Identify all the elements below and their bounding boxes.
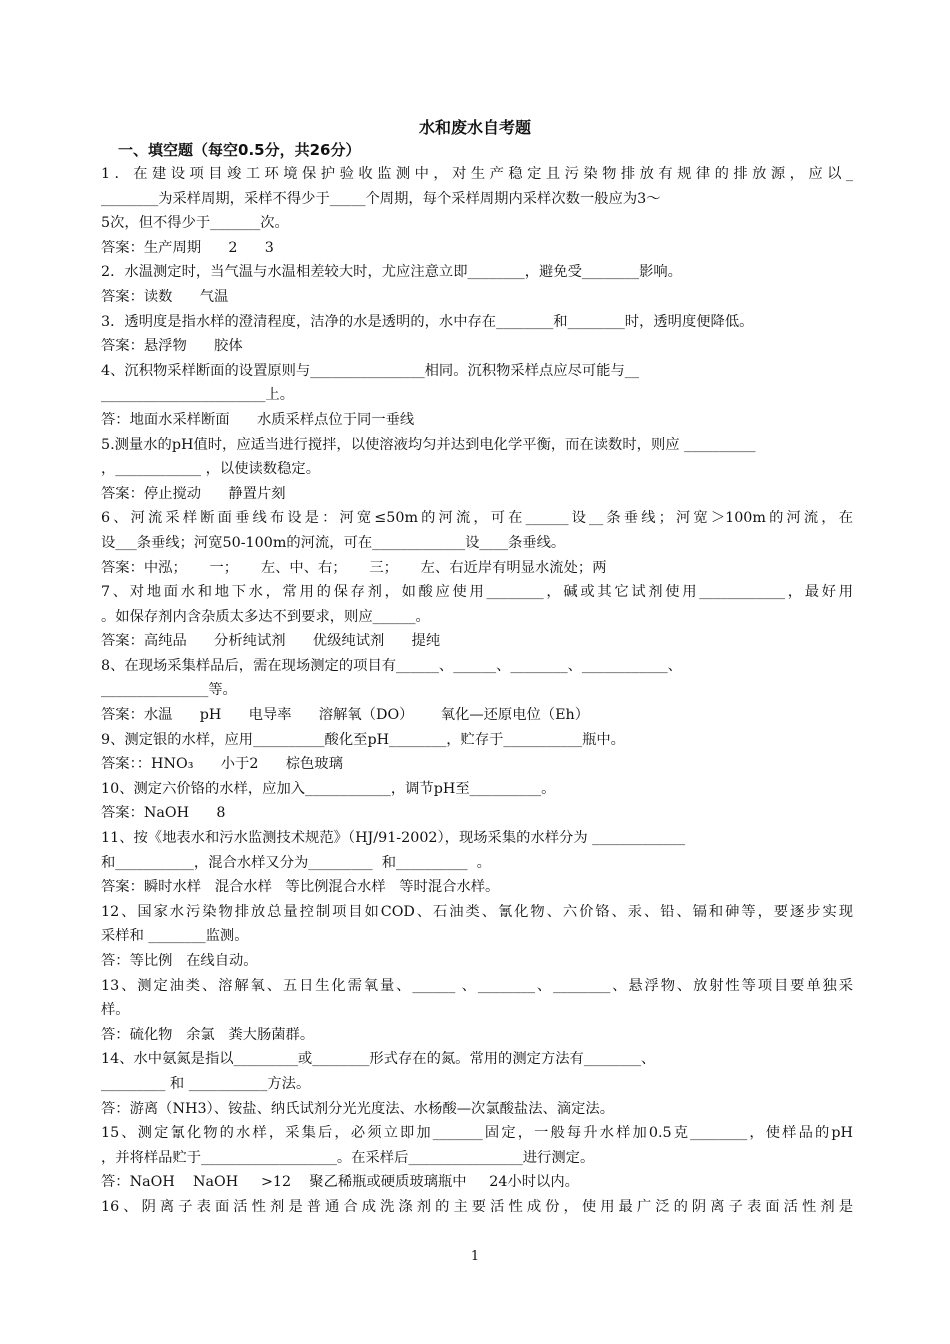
text-line: [101, 260, 853, 285]
line-text: 14、水中氨氮是指以_________或________形式存在的氮。常用的测定方法有________、: [101, 1051, 656, 1068]
page-title: 水和废水自考题: [418, 118, 531, 137]
text-line: [101, 1023, 853, 1048]
line-text: 采样和 ________监测。: [101, 928, 249, 945]
text-line: [101, 1195, 853, 1220]
text-line: [101, 1146, 853, 1171]
line-text: ，并将样品贮于___________________。在采样后________________进行测定。: [101, 1149, 595, 1166]
line-text: 设___条垂线；河宽50-100m的河流，可在_____________设____条垂线。: [101, 534, 566, 551]
text-line: [101, 556, 853, 581]
line-text: 12、国家水污染物排放总量控制项目如COD、石油类、氰化物、六价铬、汞、铅、镉和砷等，要逐步实现: [101, 903, 853, 920]
text-line: [101, 924, 853, 949]
line-text: 7、对地面水和地下水，常用的保存剂，如酸应使用________，碱或其它试剂使用____________，最好用: [101, 584, 853, 601]
line-text: ，____________ ，以使读数稳定。: [101, 461, 320, 478]
text-line: [101, 777, 853, 802]
text-line: [101, 162, 853, 187]
line-text: _______________等。: [101, 682, 237, 699]
line-text: 5.测量水的pH值时，应适当进行搅拌，以使溶液均匀并达到电化学平衡，而在读数时，则应 __________: [101, 436, 756, 453]
text-line: [101, 187, 853, 212]
line-text: 答：游离（NH3）、铵盐、纳氏试剂分光光度法、水杨酸—次氯酸盐法、滴定法。: [101, 1100, 615, 1117]
text-line: [101, 531, 853, 556]
line-text: ________为采样周期，采样不得少于_____个周期，每个采样周期内采样次数一般应为3～: [101, 190, 661, 207]
text-line: [101, 457, 853, 482]
text-line: [101, 1170, 853, 1195]
text-line: [101, 900, 853, 925]
line-text: 答案：悬浮物 胶体: [101, 338, 243, 355]
text-line: [101, 949, 853, 974]
line-text: 样。: [101, 1002, 130, 1019]
text-line: [101, 752, 853, 777]
line-text: 和___________，混合水样又分为_________ 和__________ 。: [101, 854, 491, 871]
line-text: 6、河流采样断面垂线布设是：河宽≤50m的河流，可在______设__条垂线；河宽＞100m的河流，在: [101, 510, 853, 527]
line-text: 答案：高纯品 分析纯试剂 优级纯试剂 提纯: [101, 633, 441, 650]
text-line: [101, 310, 853, 335]
line-text: _______________________上。: [101, 387, 295, 404]
line-text: 15、测定氰化物的水样，采集后，必须立即加_______固定，一般每升水样加0.5克________，使样品的pH: [101, 1125, 853, 1142]
text-line: [101, 285, 853, 310]
text-line: [101, 1121, 853, 1146]
text-line: [101, 334, 853, 359]
line-text: 答：地面水采样断面 水质采样点位于同一垂线: [101, 411, 415, 428]
text-line: [101, 211, 853, 236]
line-text: 答案：NaOH 8: [101, 805, 226, 822]
text-line: [101, 728, 853, 753]
text-line: [101, 359, 853, 384]
text-line: [101, 974, 853, 999]
line-text: _________ 和 ___________方法。: [101, 1075, 311, 1092]
line-text: 答：等比例 在线自动。: [101, 953, 258, 969]
text-line: [101, 506, 853, 531]
text-line: [101, 1097, 853, 1122]
text-line: [101, 629, 853, 654]
line-text: 答案：读数 气温: [101, 288, 229, 305]
line-text: 答案：瞬时水样 混合水样 等比例混合水样 等时混合水样。: [101, 879, 500, 896]
line-text: 4、沉积物采样断面的设置原则与________________相同。沉积物采样点应尽可能与__: [101, 362, 640, 379]
text-line: [101, 408, 853, 433]
line-text: 16、阴离子表面活性剂是普通合成洗涤剂的主要活性成份，使用最广泛的阴离子表面活性剂是: [101, 1198, 853, 1215]
line-text: 答案：水温 pH 电导率 溶解氧（DO） 氧化—还原电位（Eh）: [101, 707, 590, 724]
text-line: [101, 1072, 853, 1097]
line-text: 答：硫化物 余氯 粪大肠菌群。: [101, 1026, 315, 1043]
line-text: 答案：生产周期 2 3: [101, 239, 274, 256]
line-text: 2．水温测定时，当气温与水温相差较大时，尤应注意立即________，避免受________影响。: [101, 264, 682, 281]
text-line: [101, 236, 853, 261]
text-line: [101, 433, 853, 458]
line-text: 11、按《地表水和污水监测技术规范》（HJ/91-2002），现场采集的水样分为 _____________: [101, 830, 686, 847]
line-text: 13、测定油类、溶解氧、五日生化需氧量、______ 、________、________、悬浮物、放射性等项目要单独采: [101, 977, 853, 994]
line-text: 。如保存剂内含杂质太多达不到要求，则应______。: [101, 608, 430, 625]
text-line: [101, 383, 853, 408]
text-line: [101, 654, 853, 679]
section-heading: 一、填空题（每空0.5分，共26分）: [118, 141, 361, 159]
text-line: [101, 580, 853, 605]
text-line: [101, 875, 853, 900]
line-text: 10、测定六价铬的水样，应加入____________，调节pH至__________。: [101, 780, 556, 797]
page-number: 1: [470, 1249, 480, 1264]
text-line: [101, 482, 853, 507]
text-line: [101, 826, 853, 851]
line-text: 1．在建设项目竣工环境保护验收监测中，对生产稳定且污染物排放有规律的排放源，应以_: [101, 166, 853, 182]
line-text: 5次，但不得少于_______次。: [101, 215, 289, 232]
line-text: 答案：：HNO₃ 小于2 棕色玻璃: [101, 756, 343, 773]
line-text: 答：NaOH NaOH >12 聚乙稀瓶或硬质玻璃瓶中 24小时以内。: [101, 1174, 579, 1191]
text-line: [101, 1047, 853, 1072]
line-text: 8、在现场采集样品后，需在现场测定的项目有______、______、________、____________、: [101, 657, 682, 674]
question-list: [101, 162, 853, 1220]
text-line: [101, 605, 853, 630]
line-text: 答案：停止搅动 静置片刻: [101, 485, 286, 502]
line-text: 答案：中泓； 一； 左、中、右； 三； 左、右近岸有明显水流处；两: [101, 559, 607, 576]
line-text: 3．透明度是指水样的澄清程度，洁净的水是透明的，水中存在________和________时，透明度便降低。: [101, 313, 754, 330]
text-line: [101, 851, 853, 876]
text-line: [101, 678, 853, 703]
line-text: 9、测定银的水样，应用__________酸化至pH________，贮存于___________瓶中。: [101, 731, 625, 748]
text-line: [101, 703, 853, 728]
text-line: [101, 998, 853, 1023]
text-line: [101, 801, 853, 826]
